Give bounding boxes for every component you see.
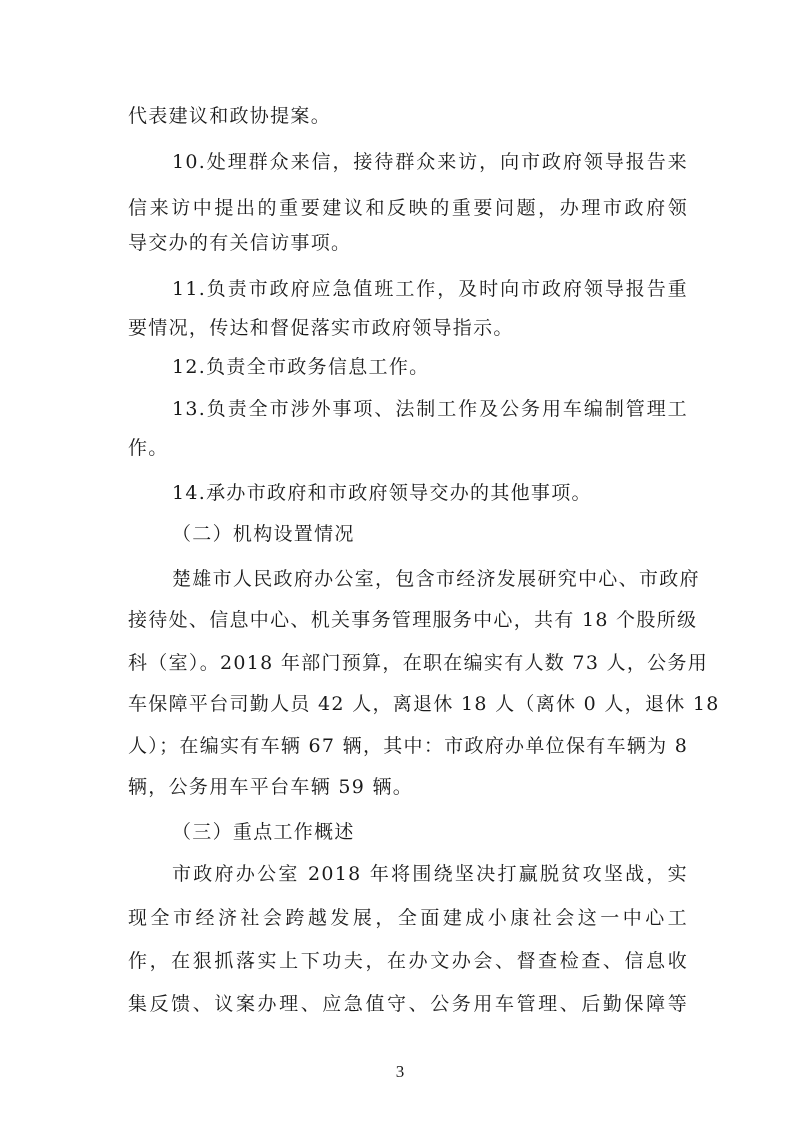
section-heading: （二）机构设置情况	[172, 523, 355, 545]
section-heading: （三）重点工作概述	[172, 821, 355, 843]
text-line: 12.负责全市政务信息工作。	[172, 356, 430, 378]
text-line: 集反馈、议案办理、应急值守、公务用车管理、后勤保障等	[128, 993, 688, 1015]
text-line: 要情况，传达和督促落实市政府领导指示。	[128, 317, 514, 339]
text-line: 代表建议和政协提案。	[128, 105, 332, 127]
text-line: 辆，公务用车平台车辆 59 辆。	[128, 776, 414, 798]
text-line: 人）；在编实有车辆 67 辆，其中：市政府办单位保有车辆为 8	[128, 735, 689, 757]
text-line: 市政府办公室 2018 年将围绕坚决打赢脱贫攻坚战，实	[172, 863, 688, 885]
text-line: 导交办的有关信访事项。	[128, 232, 352, 254]
text-line: 13.负责全市涉外事项、法制工作及公务用车编制管理工	[172, 398, 688, 420]
text-line: 现全市经济社会跨越发展，全面建成小康社会这一中心工	[128, 907, 688, 929]
text-line: 10.处理群众来信，接待群众来访，向市政府领导报告来	[172, 151, 688, 173]
text-line: 科（室）。2018 年部门预算，在职在编实有人数 73 人，公务用	[128, 652, 709, 674]
text-line: 车保障平台司勤人员 42 人，离退休 18 人（离休 0 人，退休 18	[128, 693, 720, 715]
page-number: 3	[395, 1062, 405, 1081]
text-line: 14.承办市政府和市政府领导交办的其他事项。	[172, 482, 592, 504]
text-line: 接待处、信息中心、机关事务管理服务中心，共有 18 个股所级	[128, 609, 698, 631]
text-line: 11.负责市政府应急值班工作，及时向市政府领导报告重	[172, 278, 688, 300]
text-line: 作。	[128, 437, 169, 459]
text-line: 楚雄市人民政府办公室，包含市经济发展研究中心、市政府	[172, 568, 700, 590]
text-line: 信来访中提出的重要建议和反映的重要问题，办理市政府领	[128, 197, 688, 219]
text-line: 作，在狠抓落实上下功夫，在办文办会、督查检查、信息收	[128, 950, 688, 972]
